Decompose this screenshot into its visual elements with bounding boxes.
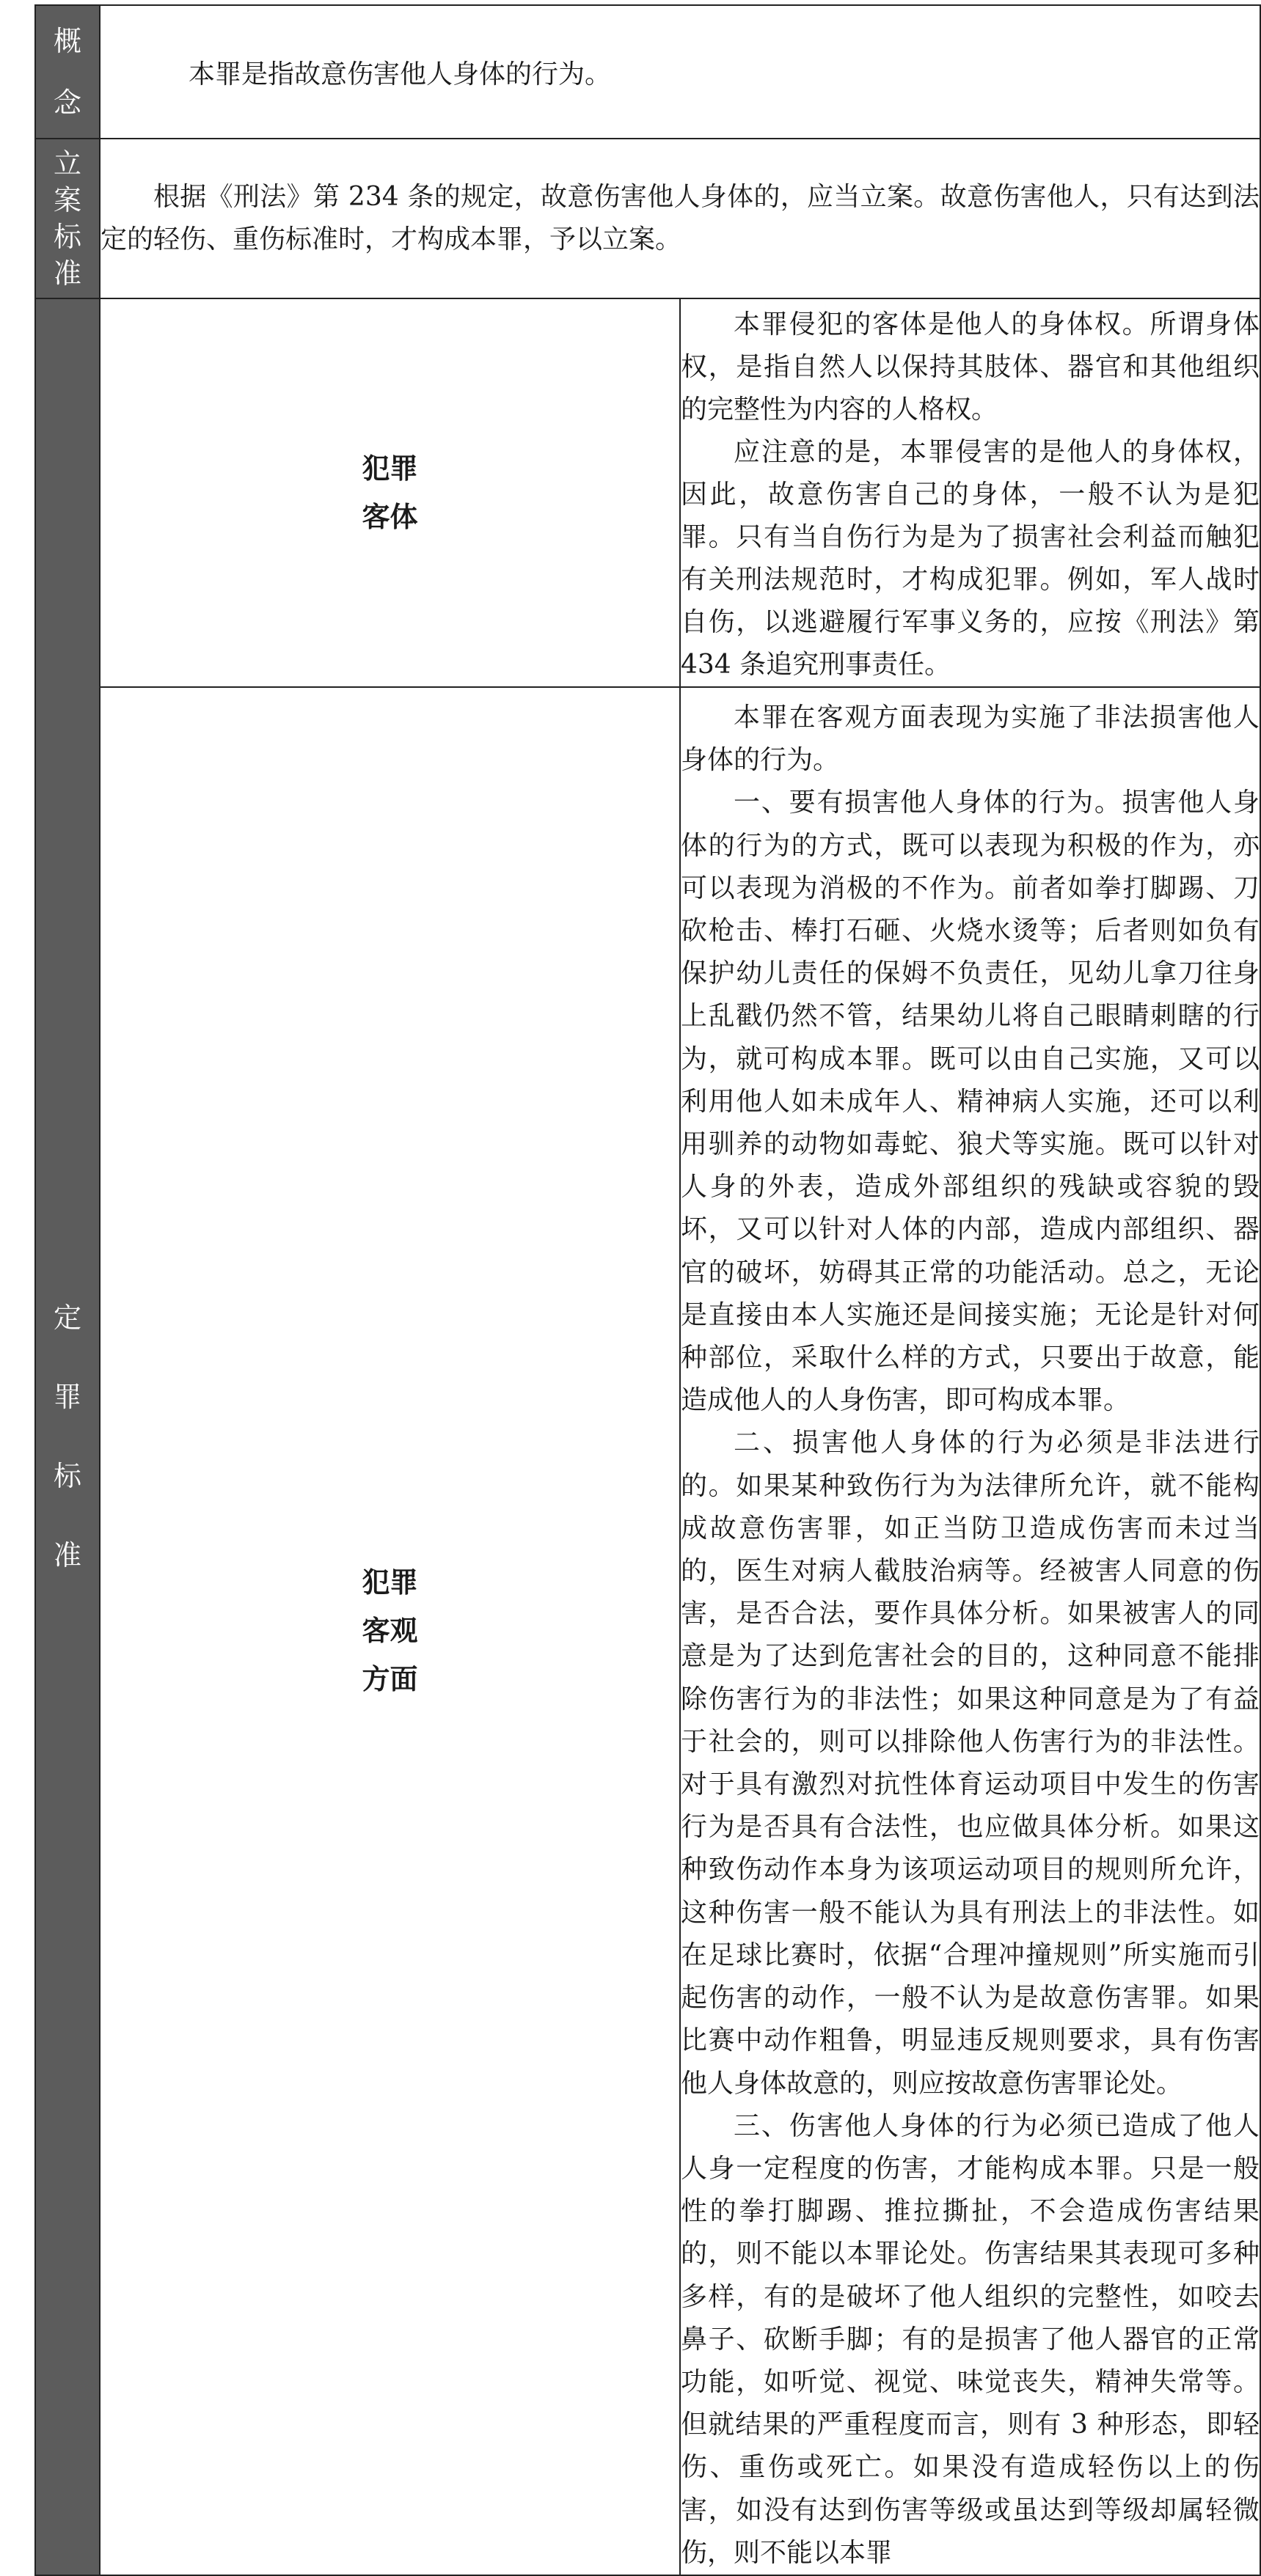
label-char: 概 (53, 25, 81, 57)
sub-label-line: 犯罪 (362, 452, 418, 485)
sub-label-line: 犯罪 (362, 1566, 418, 1599)
label-char: 罪 (53, 1381, 81, 1414)
label-concept (35, 5, 100, 139)
label-char: 标 (53, 1460, 81, 1493)
filing-standard-content (100, 139, 1260, 298)
filing-standard-text: 根据《刑法》第 234 条的规定，故意伤害他人身体的，应当立案。故意伤害他人，只有达到法定的轻伤、重伤标准时，才构成本罪，予以立案。 (100, 182, 1260, 254)
paragraph: 一、要有损害他人身体的行为。损害他人身体的行为的方式，既可以表现为积极的作为，亦可以表现为消极的不作为。前者如拳打脚踢、刀砍枪击、棒打石砸、火烧水烫等；后者则如负有保护幼儿责任的保姆不负责任，见幼儿拿刀往身上乱戳仍然不管，结果幼儿将自己眼睛刺瞎的行为，就可构成本罪。既可以由自己实施，又可以利用他人如未成年人、精神病人实施，还可以利用驯养的动物如毒蛇、狼犬等实施。既可以针对人身的外表，造成外部组织的残缺或容貌的毁坏，又可以针对人体的内部，造成内部组织、器官的破坏，妨碍其正常的功能活动。总之，无论是直接由本人实施还是间接实施；无论是针对何种部位，采取什么样的方式，只要出于故意，能造成他人的人身伤害，即可构成本罪。 (681, 788, 1260, 1416)
label-char: 立 (53, 147, 81, 180)
row-filing-standard (35, 139, 1260, 298)
label-char: 准 (53, 1539, 81, 1572)
label-char: 准 (53, 257, 81, 290)
sub-label-line: 方面 (362, 1663, 418, 1696)
row-crime-object (35, 298, 1260, 687)
paragraph: 应注意的是，本罪侵害的是他人的身体权，因此，故意伤害自己的身体，一般不认为是犯罪。只有当自伤行为是为了损害社会利益而触犯有关刑法规范时，才构成犯罪。例如，军人战时自伤，以逃避履行军事义务的，应按《刑法》第 434 条追究刑事责任。 (681, 437, 1260, 680)
crime-object-content (680, 298, 1260, 687)
paragraph: 三、伤害他人身体的行为必须已造成了他人人身一定程度的伤害，才能构成本罪。只是一般性的拳打脚踢、推拉撕扯，不会造成伤害结果的，则不能以本罪论处。伤害结果其表现可多种多样，有的是破坏了他人组织的完整性，如咬去鼻子、砍断手脚；有的是损害了他人器官的正常功能，如听觉、视觉、味觉丧失，精神失常等。但就结果的严重程度而言，则有 3 种形态，即轻伤、重伤或死亡。如果没有造成轻伤以上的伤害，如没有达到伤害等级或虽达到等级却属轻微伤，则不能以本罪 (681, 2110, 1260, 2568)
row-concept (35, 5, 1260, 139)
label-char: 定 (53, 1302, 81, 1335)
label-conviction-standard (35, 298, 100, 2575)
label-crime-objective (100, 687, 680, 2575)
concept-content (100, 5, 1260, 139)
sub-label-line: 客体 (362, 501, 418, 533)
paragraph: 本罪侵犯的客体是他人的身体权。所谓身体权，是指自然人以保持其肢体、器官和其他组织的完整性为内容的人格权。 (681, 309, 1260, 425)
paragraph: 二、损害他人身体的行为必须是非法进行的。如果某种致伤行为为法律所允许，就不能构成故意伤害罪，如正当防卫造成伤害而未过当的，医生对病人截肢治病等。经被害人同意的伤害，是否合法，要作具体分析。如果被害人的同意是为了达到危害社会的目的，这种同意不能排除伤害行为的非法性；如果这种同意是为了有益于社会的，则可以排除他人伤害行为的非法性。对于具有激烈对抗性体育运动项目中发生的伤害行为是否具有合法性，也应做具体分析。如果这种致伤动作本身为该项运动项目的规则所允许，这种伤害一般不能认为具有刑法上的非法性。如在足球比赛时，依据“合理冲撞规则”所实施而引起伤害的动作，一般不认为是故意伤害罪。如果比赛中动作粗鲁，明显违反规则要求，具有伤害他人身体故意的，则应按故意伤害罪论处。 (681, 1428, 1260, 2099)
concept-text: 本罪是指故意伤害他人身体的行为。 (189, 59, 612, 89)
crime-standards-table (34, 4, 1261, 2576)
crime-objective-content (680, 687, 1260, 2575)
paragraph: 本罪在客观方面表现为实施了非法损害他人身体的行为。 (681, 702, 1260, 776)
label-filing-standard (35, 139, 100, 298)
label-char: 标 (53, 221, 81, 253)
label-char: 念 (53, 87, 81, 119)
sub-label-line: 客观 (362, 1615, 418, 1648)
label-char: 案 (53, 184, 81, 216)
label-crime-object (100, 298, 680, 687)
row-crime-objective (35, 687, 1260, 2575)
